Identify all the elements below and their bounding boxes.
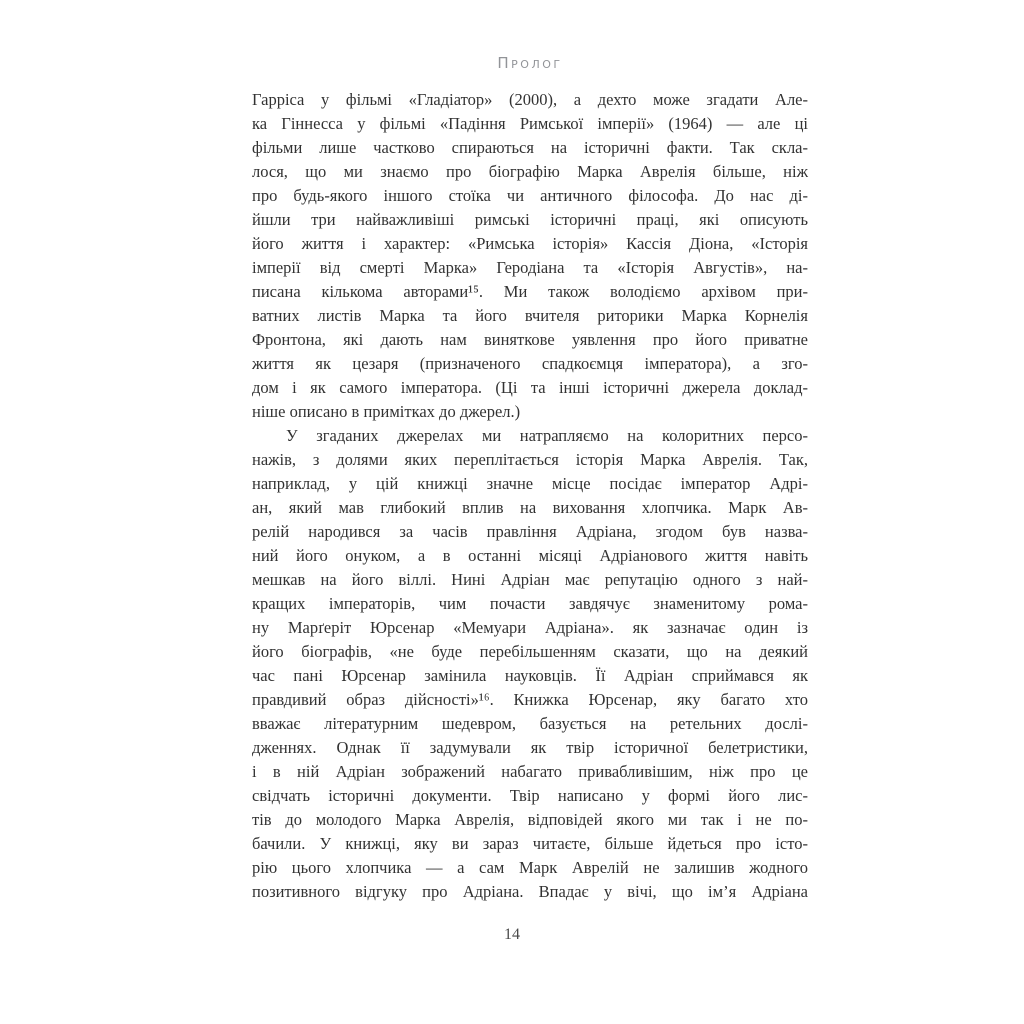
text-line: про будь-якого іншого стоїка чи античного філософа. До нас ді-	[252, 186, 808, 205]
paragraph	[252, 424, 808, 904]
text-line: ніше описано в примітках до джерел.)	[252, 402, 521, 421]
text-line: Фронтона, які дають нам виняткове уявлення про його приватне	[252, 330, 808, 349]
text-line: вважає літературним шедевром, базується на ретельних дослі-	[252, 714, 808, 733]
text-line: життя як цезаря (призначеного спадкоємця імператора), а зго-	[252, 354, 808, 373]
text-line: ну Марґеріт Юрсенар «Мемуари Адріана». як зазначає один із	[252, 618, 808, 637]
paragraph	[252, 88, 808, 424]
text-line: ан, який мав глибокий вплив на виховання хлопчика. Марк Ав-	[252, 498, 808, 517]
page-number: 14	[504, 926, 520, 943]
text-line: дженнях. Однак її задумували як твір історичної белетристики,	[252, 738, 808, 757]
text-line: і в ній Адріан зображений набагато привабливішим, ніж про це	[252, 762, 808, 781]
running-header: Пролог	[497, 54, 563, 72]
text-line: ка Гіннесса у фільмі «Падіння Римської імперії» (1964) — але ці	[252, 114, 808, 133]
text-line: нажів, з долями яких переплітається історія Марка Аврелія. Так,	[252, 450, 808, 469]
text-line: позитивного відгуку про Адріана. Впадає у вічі, що ім’я Адріана	[252, 882, 808, 901]
text-line: свідчать історичні документи. Твір написано у формі його лис-	[252, 786, 808, 805]
text-line: його життя і характер: «Римська історія» Кассія Діона, «Історія	[252, 234, 808, 253]
text-line: наприклад, у цій книжці значне місце посідає імператор Адрі-	[252, 474, 808, 493]
text-line: бачили. У книжці, яку ви зараз читаєте, більше йдеться про істо-	[252, 834, 808, 853]
text-line: фільми лише частково спираються на історичні факти. Так скла-	[252, 138, 808, 157]
text-line: час пані Юрсенар замінила науковців. Її Адріан сприймався як	[252, 666, 808, 685]
text-line: дом і як самого імператора. (Ці та інші історичні джерела доклад-	[252, 378, 808, 397]
text-line: йшли три найважливіші римські історичні праці, які описують	[252, 210, 808, 229]
text-line: кращих імператорів, чим почасти завдячує знаменитому рома-	[252, 594, 808, 613]
text-line: лося, що ми знаємо про біографію Марка Аврелія більше, ніж	[252, 162, 808, 181]
text-line: мешкав на його віллі. Нині Адріан має репутацію одного з най-	[252, 570, 808, 589]
text-line: імперії від смерті Марка» Геродіана та «Історія Августів», на-	[252, 258, 808, 277]
text-line: ватних листів Марка та його вчителя риторики Марка Корнелія	[252, 306, 808, 325]
text-line: Гарріса у фільмі «Гладіатор» (2000), а дехто може згадати Але-	[252, 90, 808, 109]
text-line: тів до молодого Марка Аврелія, відповідей якого ми так і не по-	[252, 810, 808, 829]
text-line: релій народився за часів правління Адріана, згодом був назва-	[252, 522, 808, 541]
text-line: рію цього хлопчика — а сам Марк Аврелій не залишив жодного	[252, 858, 808, 877]
text-block	[252, 88, 808, 904]
text-line: У згаданих джерелах ми натрапляємо на колоритних персо-	[286, 426, 808, 445]
text-line: його біографів, «не буде перебільшенням сказати, що на деякий	[252, 642, 808, 661]
text-line: правдивий образ дійсності»¹⁶. Книжка Юрсенар, яку багато хто	[252, 690, 808, 709]
text-line: писана кількома авторами¹⁵. Ми також володіємо архівом при-	[252, 282, 808, 301]
text-line: ний його онуком, а в останні місяці Адріанового життя навіть	[252, 546, 808, 565]
